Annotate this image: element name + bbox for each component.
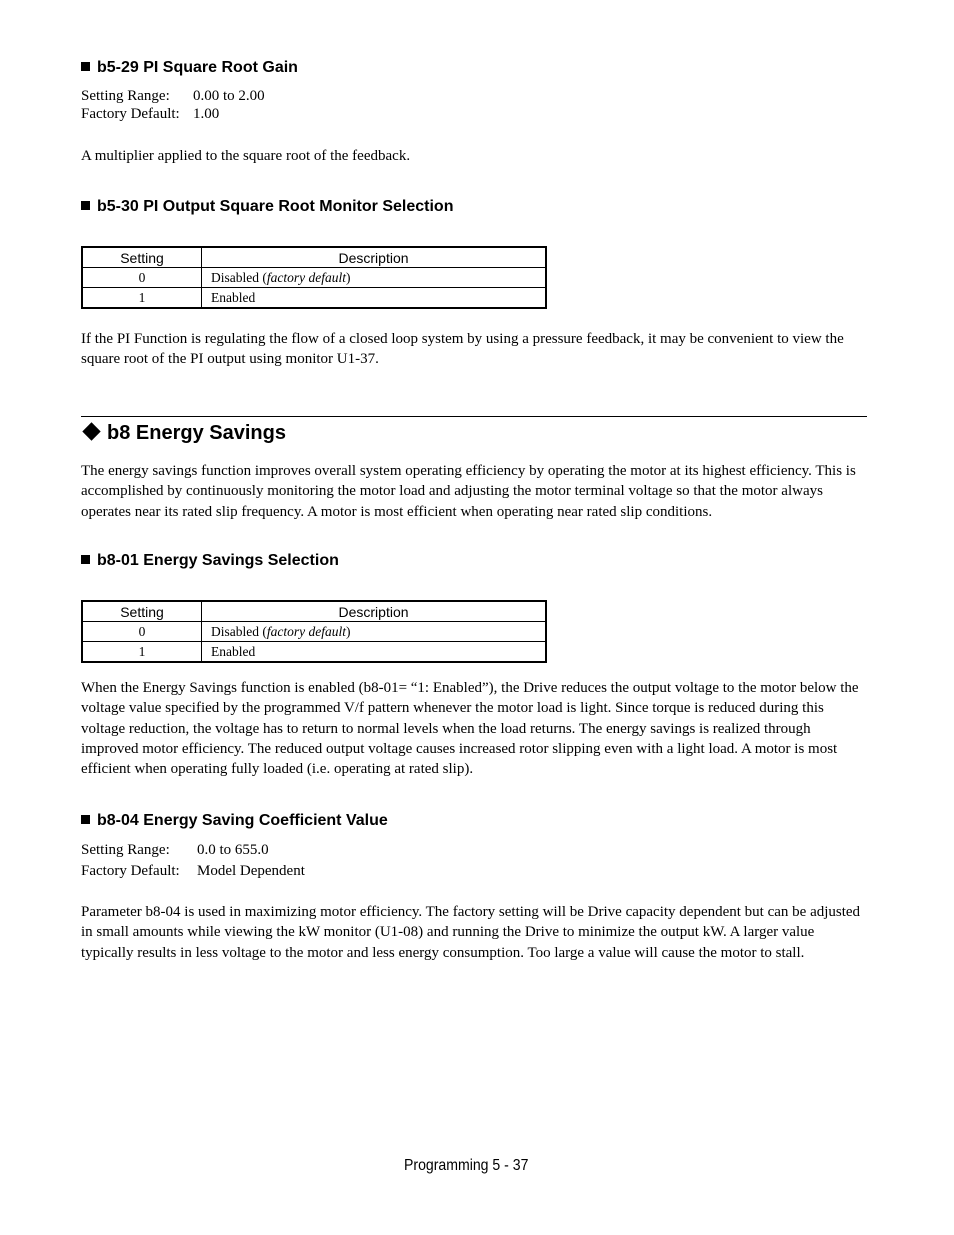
description-cell: Disabled (factory default): [202, 622, 547, 642]
page-footer: Programming 5 - 37: [404, 1157, 529, 1174]
b5-29-factory-default: [81, 104, 219, 124]
table-row: [82, 288, 546, 309]
setting-range-label: Setting Range:: [81, 88, 170, 104]
setting-cell: 1: [82, 288, 202, 309]
diamond-bullet-icon: [82, 422, 100, 440]
setting-cell: 0: [82, 622, 202, 642]
factory-default-label: Factory Default:: [81, 106, 180, 122]
header-setting: Setting: [82, 247, 202, 268]
setting-cell: 1: [82, 642, 202, 663]
header-description: Description: [202, 601, 547, 622]
heading-b5-30: b5-30 PI Output Square Root Monitor Selection: [81, 197, 453, 217]
setting-range-label: Setting Range:: [81, 842, 170, 858]
table-row: [82, 622, 546, 642]
heading-b8-energy-savings: b8 Energy Savings: [81, 421, 286, 445]
factory-default-value: Model Dependent: [197, 863, 305, 879]
b5-29-description: A multiplier applied to the square root of the feedback.: [81, 148, 411, 164]
factory-default-label: Factory Default:: [81, 863, 180, 879]
factory-default-value: 1.00: [193, 106, 220, 122]
description-cell: Enabled: [202, 288, 547, 309]
table-row: [82, 642, 546, 663]
b8-04-factory-default: [81, 861, 305, 881]
table-header-row: [82, 247, 546, 268]
section-divider: [81, 416, 867, 417]
b8-04-paragraph: Parameter b8-04 is used in maximizing motor efficiency. The factory setting will be Drive capacity dependent but can be adjusted in small amounts while viewing the kW monitor (U1-08) and running the Drive to minimize the output kW. A larger value typically results in less voltage to the motor and less energy consumption. Too large a value will cause the motor to stall.: [81, 904, 861, 961]
setting-range-value: 0.0 to 655.0: [197, 842, 269, 858]
heading-b8-04: b8-04 Energy Saving Coefficient Value: [81, 811, 388, 831]
b8-01-paragraph: When the Energy Savings function is enabled (b8-01= “1: Enabled”), the Drive reduces the output voltage to the motor below the voltage value specified by the programmed V/f pattern whenever the motor load is light. Since torque is reduced during this voltage reduction, the voltage has to return to normal levels when the load returns. The energy savings is realized through improved motor efficiency. The reduced output voltage causes increased rotor slipping even with a light load. A motor is most efficient when operating fully loaded (i.e. operating at rated slip).: [81, 680, 859, 778]
table-header-row: [82, 601, 546, 622]
bullet-square-icon: [81, 201, 90, 210]
description-cell: Enabled: [202, 642, 547, 663]
b5-29-setting-range: [81, 86, 265, 106]
setting-cell: 0: [82, 268, 202, 288]
b8-01-settings-table: [81, 600, 547, 663]
heading-b5-29: b5-29 PI Square Root Gain: [81, 58, 298, 78]
setting-range-value: 0.00 to 2.00: [193, 88, 265, 104]
header-description: Description: [202, 247, 547, 268]
table-row: [82, 268, 546, 288]
b5-30-settings-table: [81, 246, 547, 309]
bullet-square-icon: [81, 555, 90, 564]
bullet-square-icon: [81, 815, 90, 824]
b8-04-setting-range: [81, 840, 269, 860]
heading-b8-01: b8-01 Energy Savings Selection: [81, 551, 339, 571]
b5-30-paragraph: If the PI Function is regulating the flow of a closed loop system by using a pressure feedback, it may be convenient to view the square root of the PI output using monitor U1-37.: [81, 331, 844, 368]
description-cell: Disabled (factory default): [202, 268, 547, 288]
header-setting: Setting: [82, 601, 202, 622]
bullet-square-icon: [81, 62, 90, 71]
b8-paragraph: The energy savings function improves overall system operating efficiency by operating the motor at its highest efficiency. This is accomplished by continuously monitoring the motor load and adjusting the motor terminal voltage so that the motor always operates near its rated slip frequency. A motor is most efficient when operating near rated slip conditions.: [81, 463, 856, 520]
